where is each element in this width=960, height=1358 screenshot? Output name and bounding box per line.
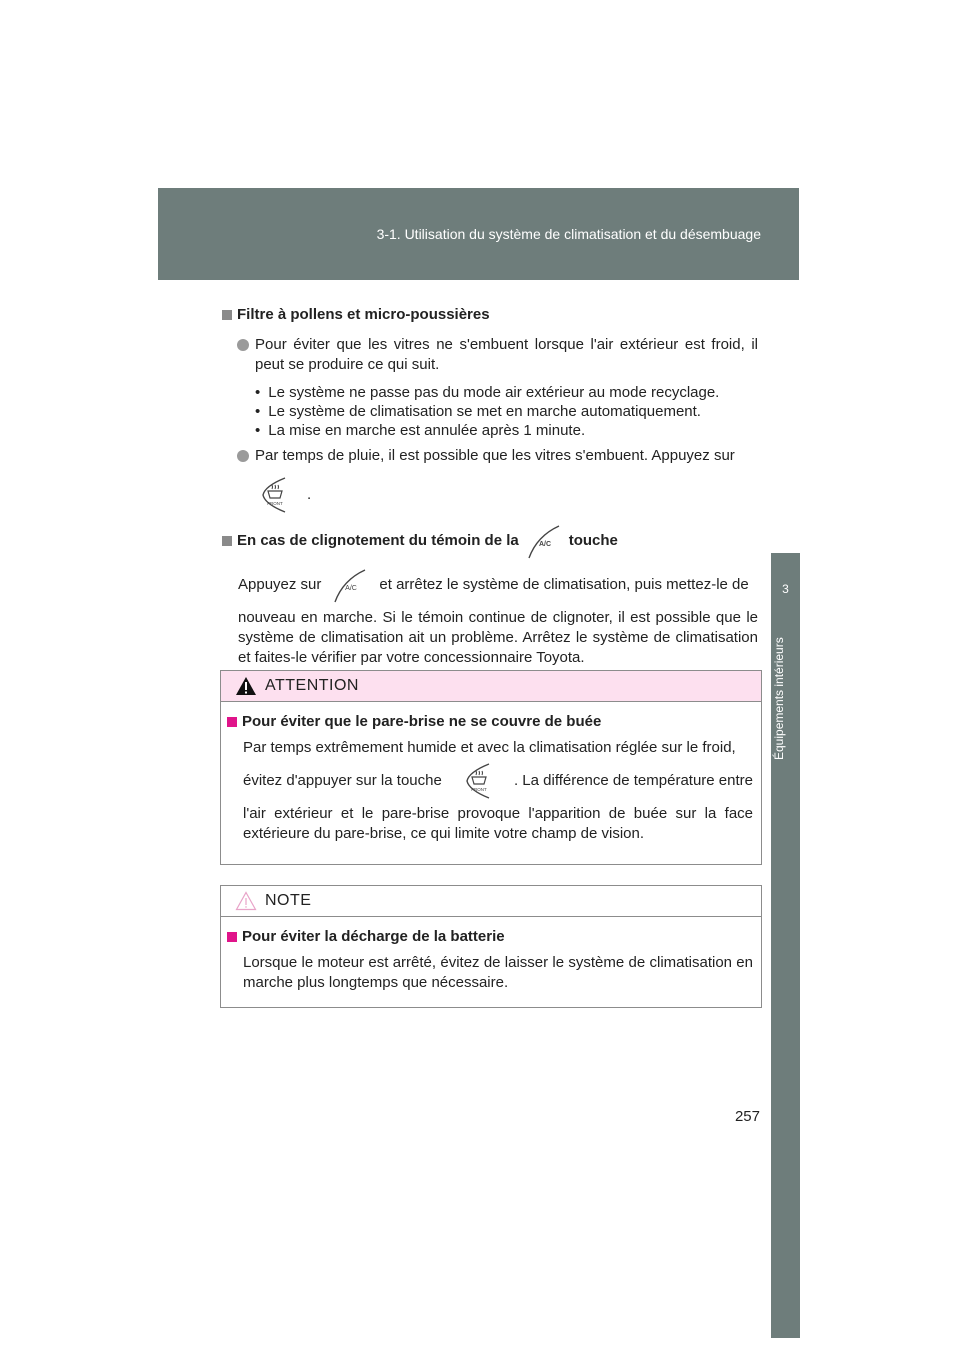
square-bullet-icon xyxy=(222,310,232,320)
note-title: NOTE xyxy=(265,892,312,909)
note-heading: Pour éviter la décharge de la batterie xyxy=(227,927,753,947)
ac-paragraph: Appuyez sur A/C et arrêtez le système de climatisation, puis mettez-le de nouveau en marche. Si le témoin continue de clignoter, il est possible que le système de climatisation ait un problème. Arrêtez le système de climatisation et faites-le vérifier par votre concessionnaire Toyota. xyxy=(238,566,758,668)
chapter-header xyxy=(158,188,799,280)
attention-title: ATTENTION xyxy=(265,677,359,694)
bullet-item: Pour éviter que les vitres ne s'embuent lorsque l'air extérieur est froid, il peut se produire ce qui suit. xyxy=(237,335,758,375)
note-header xyxy=(221,886,761,917)
caution-icon xyxy=(235,891,257,911)
note-box xyxy=(220,885,762,1008)
attention-box xyxy=(220,670,762,865)
square-bullet-icon xyxy=(227,717,237,727)
sub-list xyxy=(247,383,758,440)
chapter-number: 3 xyxy=(782,582,789,596)
attention-body: Pour éviter que le pare-brise ne se couvre de buée Par temps extrêmement humide et avec la climatisation réglée sur le froid, évitez d'appuyer sur la touche FRONT . La différence de température entre l'air extérieur et le pare-brise provoque l'apparition de buée sur la face extérieure du pare-brise, ce qui limite votre champ de vision. xyxy=(221,702,761,856)
front-defroster-button-icon xyxy=(459,762,497,800)
chapter-title: 3-1. Utilisation du système de climatisation et du désembuage xyxy=(376,226,761,242)
list-item: • La mise en marche est annulée après 1 minute. xyxy=(247,421,758,440)
square-bullet-icon xyxy=(222,536,232,546)
attention-heading: Pour éviter que le pare-brise ne se couvre de buée xyxy=(227,712,753,732)
note-body: Pour éviter la décharge de la batterie Lorsque le moteur est arrêté, évitez de laisser le système de climatisation en marche plus longtemps que nécessaire. xyxy=(221,917,761,1005)
attention-header xyxy=(221,671,761,702)
side-tab xyxy=(771,553,800,1338)
square-bullet-icon xyxy=(227,932,237,942)
front-defroster-button-icon xyxy=(255,476,293,514)
section-heading-filter: Filtre à pollens et micro-poussières xyxy=(222,305,758,325)
svg-text:A/C: A/C xyxy=(345,585,358,592)
round-bullet-icon xyxy=(237,339,252,351)
warning-icon xyxy=(235,676,257,696)
svg-text:A/C: A/C xyxy=(538,541,551,548)
svg-text:FRONT: FRONT xyxy=(471,787,487,792)
list-item: • Le système de climatisation se met en marche automatiquement. xyxy=(247,402,758,421)
front-defrost-row: FRONT . xyxy=(255,476,758,514)
section-heading-ac-blink: En cas de clignotement du témoin de la A/C touche xyxy=(222,522,758,560)
ac-button-icon xyxy=(525,522,563,560)
bullet-item: Par temps de pluie, il est possible que les vitres s'embuent. Appuyez sur xyxy=(237,446,758,466)
page-number: 257 xyxy=(734,1108,760,1125)
svg-text:FRONT: FRONT xyxy=(267,501,283,506)
chapter-label: Équipements intérieurs xyxy=(772,637,786,760)
ac-button-icon xyxy=(331,566,369,604)
list-item: • Le système ne passe pas du mode air extérieur au mode recyclage. xyxy=(247,383,758,402)
round-bullet-icon xyxy=(237,450,252,462)
main-content xyxy=(222,305,758,668)
